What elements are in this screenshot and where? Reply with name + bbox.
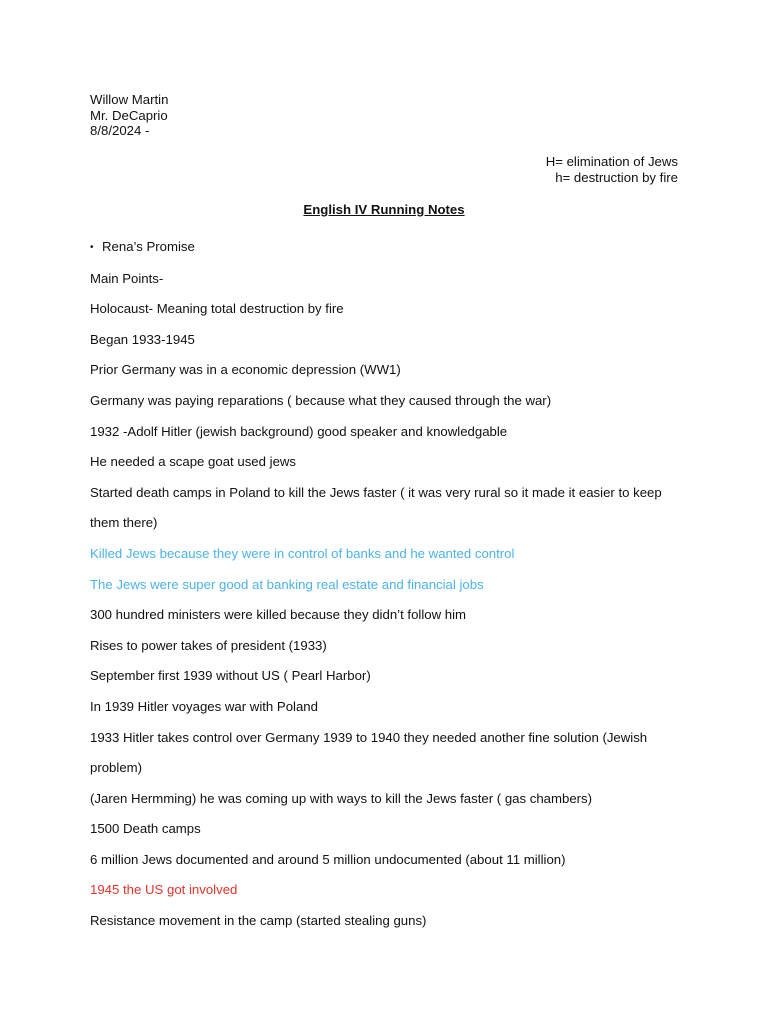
note-line: Holocaust- Meaning total destruction by fire (90, 301, 344, 317)
definitions-block (546, 154, 678, 186)
note-line: Began 1933-1945 (90, 331, 195, 347)
definition-lower-h: h= destruction by fire (555, 170, 678, 185)
note-line: Main Points- (90, 270, 164, 286)
note-line-highlight-blue: The Jews were super good at banking real estate and financial jobs (90, 576, 484, 592)
note-line-highlight-blue: Killed Jews because they were in control of banks and he wanted control (90, 545, 515, 561)
date: 8/8/2024 - (90, 123, 150, 138)
note-line: September first 1939 without US ( Pearl Harbor) (90, 668, 371, 684)
notes-body (90, 232, 680, 937)
note-line: 6 million Jews documented and around 5 million undocumented (about 11 million) (90, 851, 566, 867)
bullet-item (90, 232, 680, 264)
note-line-highlight-red: 1945 the US got involved (90, 882, 238, 898)
note-line: In 1939 Hitler voyages war with Poland (90, 698, 318, 714)
teacher-name: Mr. DeCaprio (90, 107, 168, 123)
note-line: 1932 -Adolf Hitler (jewish background) good speaker and knowledgable (90, 423, 508, 439)
note-line: 1933 Hitler takes control over Germany 1939 to 1940 they needed another fine solution (Jewish problem) (90, 729, 648, 776)
bullet-icon: • (90, 242, 94, 253)
student-name: Willow Martin (90, 92, 169, 107)
header-block (90, 92, 168, 139)
definition-upper-h: H= elimination of Jews (545, 154, 678, 169)
bullet-text: Rena’s Promise (102, 239, 195, 254)
note-line: Resistance movement in the camp (started stealing guns) (90, 913, 427, 929)
note-line: Started death camps in Poland to kill the Jews faster ( it was very rural so it made it easier to keep them there) (90, 484, 662, 531)
note-line: (Jaren Hermming) he was coming up with ways to kill the Jews faster ( gas chambers) (90, 790, 593, 806)
note-line: He needed a scape goat used jews (90, 454, 297, 470)
note-line: Rises to power takes of president (1933) (90, 637, 327, 653)
note-line: 300 hundred ministers were killed because they didn’t follow him (90, 607, 467, 623)
note-line: Germany was paying reparations ( because what they caused through the war) (90, 392, 552, 408)
note-line: Prior Germany was in a economic depression (WW1) (90, 362, 401, 378)
note-line: 1500 Death camps (90, 821, 201, 837)
page-title: English IV Running Notes (303, 202, 465, 217)
